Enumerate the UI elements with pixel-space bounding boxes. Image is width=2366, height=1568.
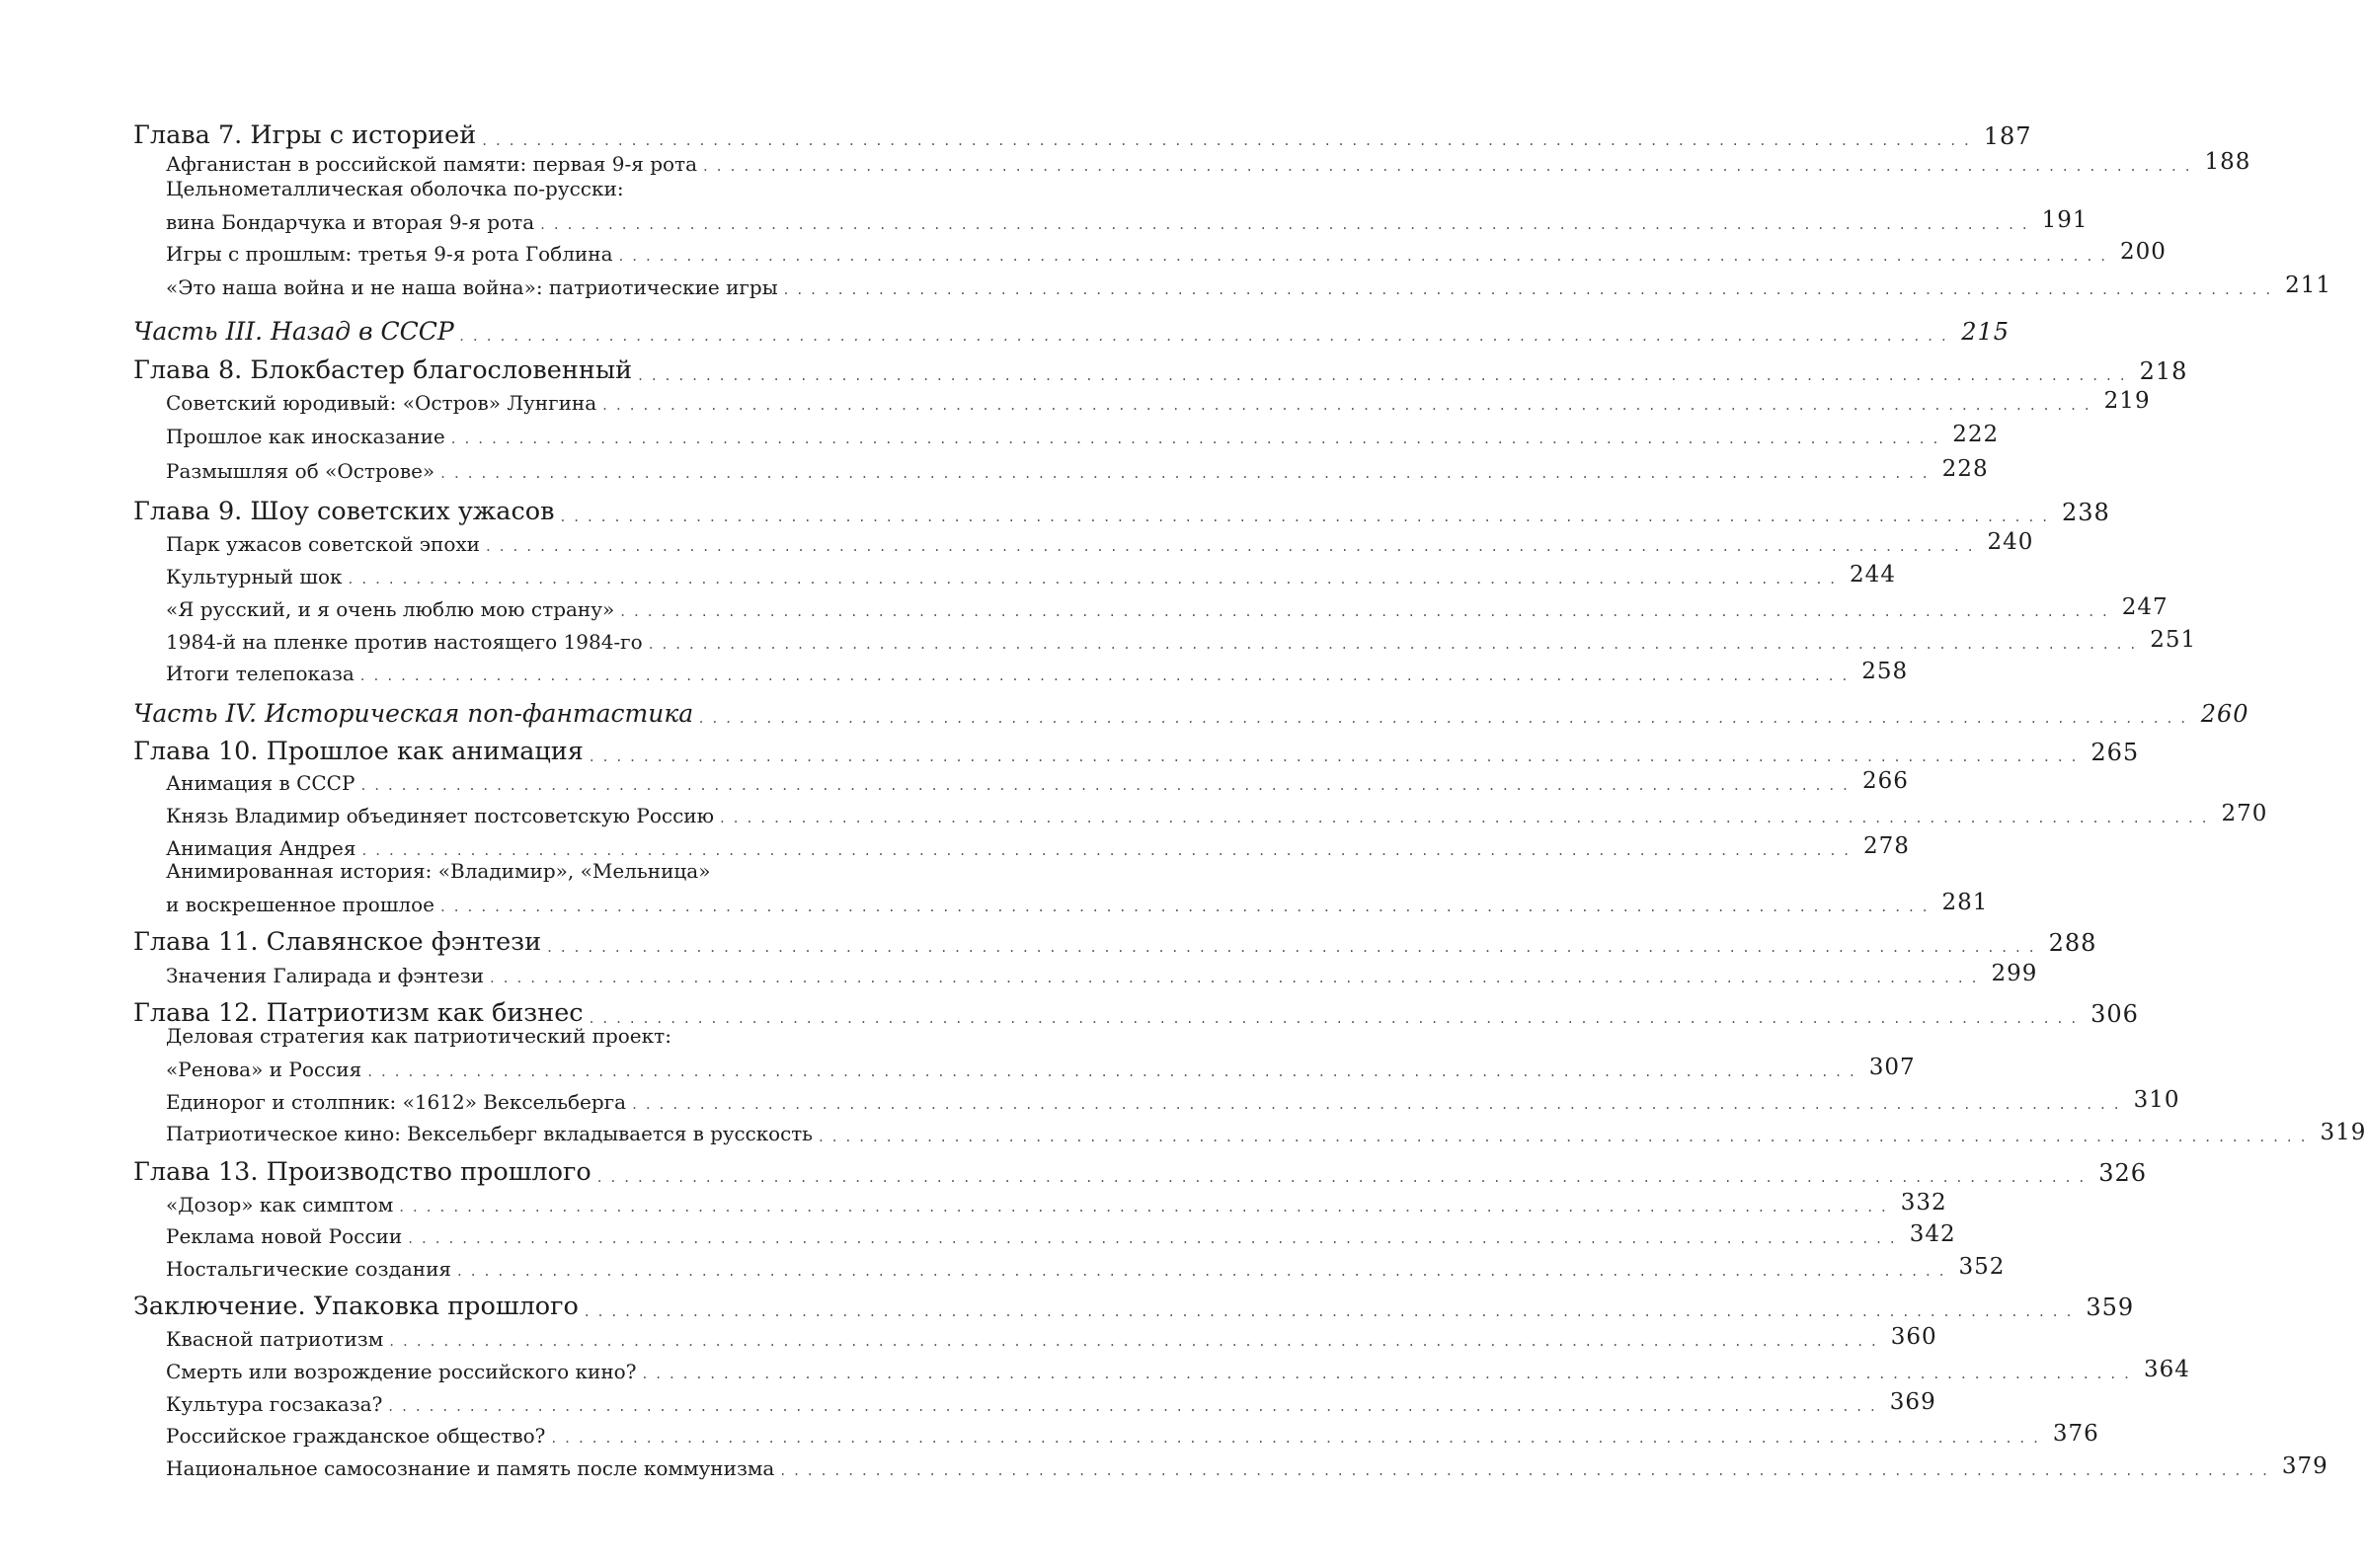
- toc-section: [166, 529, 2034, 556]
- leader-dots: ..............................................................................................................: [457, 1262, 1953, 1280]
- toc-chapter: [133, 1291, 2135, 1321]
- toc-chapter: [133, 119, 2032, 150]
- entry-page-number: 200: [2120, 239, 2167, 265]
- toc-section: [166, 768, 1909, 795]
- leader-dots: ..............................................................................................................: [540, 215, 2036, 233]
- leader-dots: ..............................................................................................................: [551, 1429, 2047, 1447]
- entry-title: Афганистан в российской памяти: первая 9-я рота: [166, 152, 698, 176]
- leader-dots: ..............................................................................................................: [388, 1397, 1884, 1415]
- entry-page-number: 265: [2090, 739, 2140, 766]
- entry-title: Глава 7. Игры с историей: [133, 119, 477, 150]
- entry-title: 1984-й на пленке против настоящего 1984-го: [166, 630, 643, 654]
- entry-page-number: 228: [1941, 456, 1989, 482]
- toc-section: [166, 659, 1909, 685]
- leader-dots: ..............................................................................................................: [620, 602, 2116, 620]
- entry-page-number: 247: [2121, 594, 2169, 620]
- leader-dots: ..............................................................................................................: [589, 1009, 2086, 1027]
- toc-chapter: [133, 354, 2188, 385]
- entry-title: Глава 13. Производство прошлого: [133, 1156, 592, 1187]
- toc-section: [166, 149, 2251, 176]
- toc-section: [166, 422, 2000, 448]
- leader-dots: ..............................................................................................................: [602, 396, 2098, 414]
- entry-title: Единорог и столпник: «1612» Вексельберга: [166, 1090, 627, 1114]
- entry-page-number: 307: [1868, 1055, 1916, 1080]
- toc-chapter: [133, 736, 2140, 766]
- toc-section: [166, 1421, 2099, 1448]
- leader-dots: ..............................................................................................................: [780, 1461, 2276, 1479]
- toc-section: [166, 1357, 2190, 1383]
- toc-section: [166, 562, 1896, 588]
- entry-title: Заключение. Упаковка прошлого: [133, 1291, 579, 1321]
- entry-page-number: 376: [2052, 1421, 2099, 1447]
- leader-dots: ..............................................................................................................: [638, 366, 2134, 384]
- entry-title: Российское гражданское общество?: [166, 1424, 546, 1448]
- leader-dots: ..............................................................................................................: [360, 776, 1856, 794]
- entry-page-number: 278: [1863, 833, 1910, 859]
- entry-title: Советский юродивый: «Остров» Лунгина: [166, 391, 597, 415]
- toc-section: [166, 833, 1910, 860]
- entry-page-number: 310: [2133, 1087, 2180, 1113]
- entry-page-number: 281: [1941, 890, 1989, 915]
- entry-page-number: 299: [1991, 961, 2038, 986]
- entry-page-number: 306: [2090, 1000, 2139, 1028]
- leader-dots: ..............................................................................................................: [618, 247, 2114, 265]
- toc-section: [166, 594, 2169, 621]
- entry-title: Патриотическое кино: Вексельберг вкладывается в русскость: [166, 1123, 813, 1146]
- toc-part: [133, 699, 2249, 728]
- entry-page-number: 359: [2086, 1294, 2135, 1321]
- toc-section: [166, 273, 2332, 299]
- entry-page-number: 260: [2200, 700, 2249, 728]
- entry-title: «Это наша война и не наша война»: патриотические игры: [166, 275, 778, 299]
- entry-title: Глава 10. Прошлое как анимация: [133, 736, 584, 766]
- leader-dots: ..............................................................................................................: [589, 747, 2086, 765]
- entry-page-number: 238: [2062, 499, 2110, 526]
- leader-dots: ..............................................................................................................: [632, 1095, 2128, 1113]
- entry-title: Реклама новой России: [166, 1224, 403, 1248]
- entry-page-number: 326: [2098, 1159, 2147, 1187]
- entry-title: «Я русский, и я очень люблю мою страну»: [166, 597, 615, 621]
- toc-section: [166, 627, 2197, 654]
- leader-dots: ..............................................................................................................: [547, 938, 2043, 956]
- entry-page-number: 211: [2285, 273, 2332, 298]
- entry-title: вина Бондарчука и вторая 9-я рота: [166, 210, 535, 234]
- entry-page-number: 191: [2041, 207, 2089, 233]
- entry-page-number: 369: [1889, 1389, 1936, 1415]
- toc-section: [166, 1190, 1947, 1216]
- toc-section: [166, 1087, 2180, 1114]
- entry-title-line-1: Деловая стратегия как патриотический проект:: [166, 1024, 671, 1048]
- leader-dots: ..............................................................................................................: [584, 1302, 2081, 1320]
- toc-section: [166, 456, 1989, 483]
- entry-title: Часть IV. Историческая поп-фантастика: [133, 699, 694, 728]
- toc-section: [166, 177, 2089, 234]
- entry-title: Глава 11. Славянское фэнтези: [133, 926, 542, 957]
- leader-dots: ..............................................................................................................: [399, 1198, 1895, 1215]
- entry-title: Глава 8. Блокбастер благословенный: [133, 354, 633, 385]
- entry-title: Игры с прошлым: третья 9-я рота Гоблина: [166, 242, 613, 266]
- entry-page-number: 319: [2320, 1120, 2366, 1145]
- toc-chapter: [133, 1156, 2147, 1187]
- entry-title: Парк ужасов советской эпохи: [166, 532, 480, 556]
- entry-page-number: 187: [1983, 122, 2032, 150]
- toc-section: [166, 1324, 1937, 1351]
- entry-page-number: 219: [2103, 388, 2151, 414]
- entry-page-number: 364: [2143, 1357, 2190, 1382]
- entry-title: «Дозор» как симптом: [166, 1193, 394, 1216]
- entry-title: Часть III. Назад в СССР: [133, 317, 454, 346]
- entry-title-line-1: Анимированная история: «Владимир», «Мельница»: [166, 859, 711, 883]
- leader-dots: ..............................................................................................................: [489, 969, 1986, 986]
- entry-page-number: 332: [1900, 1190, 1947, 1215]
- toc-section: [166, 388, 2151, 415]
- toc-part: [133, 317, 2011, 346]
- leader-dots: ..............................................................................................................: [440, 898, 1936, 915]
- leader-dots: ..............................................................................................................: [367, 1062, 1863, 1080]
- toc-section: [166, 1221, 1956, 1248]
- leader-dots: ..............................................................................................................: [596, 1168, 2093, 1186]
- leader-dots: ..............................................................................................................: [783, 280, 2280, 298]
- toc-section: [166, 859, 1989, 916]
- entry-page-number: 218: [2139, 357, 2188, 385]
- toc-section: [166, 1024, 1916, 1081]
- entry-page-number: 240: [1987, 529, 2034, 555]
- entry-page-number: 215: [1961, 318, 2011, 346]
- leader-dots: ..............................................................................................................: [389, 1332, 1885, 1350]
- toc-chapter: [133, 997, 2139, 1028]
- leader-dots: ..............................................................................................................: [818, 1128, 2315, 1145]
- leader-dots: ..............................................................................................................: [348, 570, 1845, 588]
- leader-dots: ..............................................................................................................: [703, 157, 2199, 175]
- entry-title: Прошлое как иносказание: [166, 425, 445, 448]
- entry-page-number: 379: [2281, 1453, 2328, 1479]
- entry-title: Князь Владимир объединяет постсоветскую Россию: [166, 804, 715, 827]
- entry-title: Смерть или возрождение российского кино?: [166, 1360, 637, 1383]
- leader-dots: ..............................................................................................................: [482, 131, 1978, 149]
- entry-title: Глава 9. Шоу советских ужасов: [133, 496, 555, 526]
- entry-title: Квасной патриотизм: [166, 1327, 384, 1351]
- entry-page-number: 352: [1958, 1254, 2006, 1280]
- leader-dots: ..............................................................................................................: [361, 841, 1857, 859]
- entry-title: Национальное самосознание и память после коммунизма: [166, 1456, 775, 1480]
- entry-page-number: 258: [1861, 659, 1909, 684]
- entry-page-number: 342: [1909, 1221, 1956, 1247]
- leader-dots: ..............................................................................................................: [440, 464, 1936, 482]
- leader-dots: ..............................................................................................................: [560, 508, 2056, 525]
- leader-dots: ..............................................................................................................: [408, 1229, 1904, 1247]
- entry-title-line-1: Цельнометаллическая оболочка по-русски:: [166, 177, 624, 200]
- toc-chapter: [133, 496, 2110, 526]
- entry-page-number: 266: [1861, 768, 1909, 794]
- entry-page-number: 288: [2048, 929, 2097, 957]
- entry-page-number: 270: [2221, 801, 2268, 826]
- toc-section: [166, 1453, 2328, 1480]
- leader-dots: ..............................................................................................................: [486, 537, 1982, 555]
- leader-dots: ..............................................................................................................: [459, 327, 1956, 345]
- entry-title: Ностальгические создания: [166, 1257, 452, 1281]
- leader-dots: ..............................................................................................................: [642, 1365, 2138, 1382]
- toc-section: [166, 801, 2268, 827]
- entry-page-number: 222: [1952, 422, 2000, 447]
- leader-dots: ..............................................................................................................: [648, 635, 2145, 653]
- leader-dots: ..............................................................................................................: [450, 430, 1947, 447]
- entry-page-number: 188: [2204, 149, 2251, 175]
- entry-title: и воскрешенное прошлое: [166, 893, 435, 916]
- entry-title: «Ренова» и Россия: [166, 1058, 362, 1081]
- toc-section: [166, 239, 2167, 266]
- toc-section: [166, 1389, 1936, 1416]
- entry-title: Значения Галирада и фэнтези: [166, 964, 484, 987]
- entry-title: Культурный шок: [166, 565, 343, 588]
- toc-section: [166, 961, 2038, 987]
- entry-title: Размышляя об «Острове»: [166, 459, 435, 483]
- leader-dots: ..............................................................................................................: [699, 709, 2195, 727]
- entry-title: Глава 12. Патриотизм как бизнес: [133, 997, 584, 1028]
- entry-page-number: 251: [2150, 627, 2197, 653]
- toc-chapter: [133, 926, 2097, 957]
- toc-section: [166, 1120, 2366, 1146]
- entry-title: Итоги телепоказа: [166, 662, 355, 685]
- entry-page-number: 244: [1850, 562, 1896, 588]
- toc-section: [166, 1254, 2006, 1281]
- entry-page-number: 360: [1890, 1324, 1937, 1350]
- entry-title: Анимация в СССР: [166, 771, 355, 795]
- leader-dots: ..............................................................................................................: [720, 809, 2216, 826]
- entry-title: Анимация Андрея: [166, 836, 356, 860]
- entry-title: Культура госзаказа?: [166, 1392, 383, 1416]
- leader-dots: ..............................................................................................................: [359, 666, 1856, 684]
